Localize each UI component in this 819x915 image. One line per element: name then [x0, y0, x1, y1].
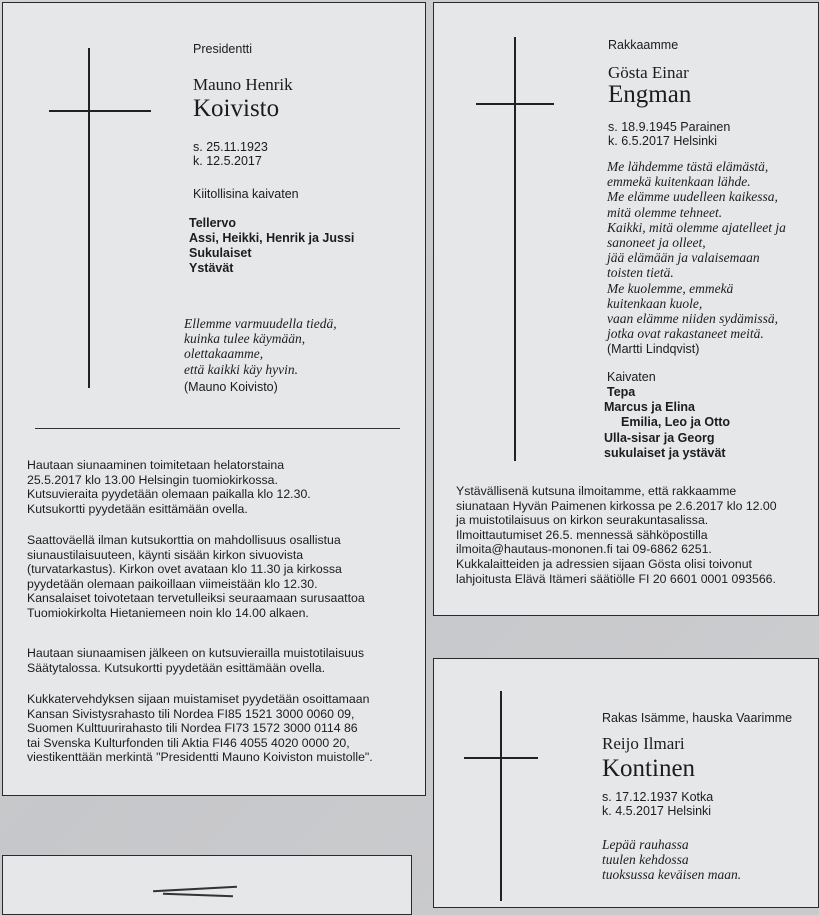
poem-line: tuulen kehdossa — [602, 852, 689, 868]
cross-icon — [514, 37, 516, 461]
koivisto-mourners — [189, 216, 354, 276]
mourner: Assi, Heikki, Henrik ja Jussi — [189, 231, 355, 245]
mourner: Ulla-sisar ja Georg — [604, 431, 715, 445]
koivisto-born: s. 25.11.1923 — [193, 140, 268, 154]
poem-line: Lepää rauhassa — [602, 837, 689, 852]
mourner: Emilia, Leo ja Otto — [621, 415, 731, 429]
obituary-partial — [2, 855, 412, 915]
text-line: siunaustilaisuuteen, käynti sisään kirkon sivuovista — [27, 547, 304, 562]
poem-line: sanoneet ja olleet, — [607, 235, 706, 251]
kontinen-born: s. 17.12.1937 Kotka — [602, 790, 714, 804]
text-line: Kutsuvieraita pyydetään olemaan paikalla klo 12.30. — [27, 487, 311, 502]
kontinen-poem — [602, 837, 741, 883]
koivisto-surname: Koivisto — [193, 95, 280, 122]
engman-poem — [607, 159, 786, 341]
obituary-kontinen — [433, 658, 819, 908]
mourner: Tepa — [607, 385, 636, 399]
text-line: viestikenttään merkintä "Presidentti Mauno Koiviston muistolle". — [27, 750, 373, 765]
cross-icon — [88, 48, 90, 388]
cross-bar — [464, 757, 538, 759]
poem-line: Ellemme varmuudella tiedä, — [184, 316, 337, 331]
text-line: Kukkalaitteiden ja adressien sijaan Gösta olisi toivonut — [456, 556, 752, 571]
poem-line: mitä olemme tehneet. — [607, 204, 723, 220]
koivisto-paragraph-2 — [27, 533, 365, 621]
mourner: Tellervo — [189, 216, 237, 230]
text-line: Kutsukortti pyydetään esittämään ovella. — [27, 501, 248, 516]
poem-line: että kaikki käy hyvin. — [184, 361, 298, 377]
text-line: Ilmoittautumiset 26.5. mennessä sähköpostilla — [456, 527, 708, 542]
poem-line: Me elämme uudelleen kaikessa, — [607, 189, 778, 205]
poem-line: olettakaamme, — [184, 346, 264, 362]
engman-announcement — [456, 484, 777, 586]
poem-line: jää elämään ja valaisemaan — [607, 250, 760, 266]
koivisto-given-names: Mauno Henrik — [193, 75, 293, 94]
text-line: Kukkatervehdyksen sijaan muistamiset pyydetään osoittamaan — [27, 692, 370, 706]
decorative-stroke — [153, 886, 237, 892]
divider-line — [35, 428, 400, 429]
mourner: Marcus ja Elina — [604, 400, 696, 414]
text-line: Kansan Sivistysrahasto tili Nordea FI85 1521 3000 0060 09, — [27, 706, 355, 721]
koivisto-poem-author: (Mauno Koivisto) — [184, 380, 278, 394]
obituary-koivisto — [2, 2, 426, 796]
poem-line: toisten tietä. — [607, 265, 674, 281]
text-line: siunataan Hyvän Paimenen kirkossa pe 2.6.2017 klo 12.00 — [456, 498, 777, 513]
decorative-stroke — [163, 893, 233, 897]
text-line: Saattoväellä ilman kutsukorttia on mahdollisuus osallistua — [27, 533, 341, 547]
cross-icon — [500, 691, 502, 901]
cross-bar — [476, 103, 554, 105]
mourner: sukulaiset ja ystävät — [604, 446, 726, 460]
poem-line: jotka ovat rakastaneet meitä. — [607, 326, 764, 342]
engman-surname: Engman — [608, 81, 692, 108]
engman-given-names: Gösta Einar — [608, 63, 689, 82]
poem-line: Kaikki, mitä olemme ajatelleet ja — [607, 219, 786, 235]
text-line: 25.5.2017 klo 13.00 Helsingin tuomiokirkossa. — [27, 472, 278, 487]
text-line: ja muistotilaisuus on kirkon seurakuntasalissa. — [456, 513, 709, 528]
engman-intro: Kaivaten — [607, 370, 656, 384]
koivisto-paragraph-3 — [27, 646, 364, 675]
text-line: Kansalaiset toivotetaan tervetulleiksi seuraamaan surusaattoa — [27, 591, 365, 606]
poem-line: Me lähdemme tästä elämästä, — [607, 159, 769, 174]
engman-died: k. 6.5.2017 Helsinki — [608, 134, 718, 148]
mourner: Ystävät — [189, 261, 234, 275]
text-line: Ystävällisenä kutsuna ilmoitamme, että rakkaamme — [456, 484, 737, 498]
poem-line: Me kuolemme, emmekä — [607, 280, 734, 296]
koivisto-intro: Kiitollisina kaivaten — [193, 187, 299, 201]
text-line: Säätytalossa. Kutsukortti pyydetään esittämään ovella. — [27, 660, 326, 675]
poem-line: tuoksussa keväisen maan. — [602, 867, 742, 883]
engman-poem-author: (Martti Lindqvist) — [607, 342, 700, 356]
koivisto-title: Presidentti — [193, 42, 253, 56]
text-line: pyydetään olemaan paikoillaan viimeistään klo 12.30. — [27, 576, 318, 591]
koivisto-paragraph-1 — [27, 458, 311, 516]
text-line: Suomen Kulttuurirahasto tili Nordea FI73 1572 3000 0114 86 — [27, 721, 358, 736]
text-line: lahjoitusta Elävä Itämeri säätiölle FI 20 6601 0001 093566. — [456, 571, 776, 586]
poem-line: emmekä kuitenkaan lähde. — [607, 174, 751, 190]
text-line: Hautaan siunaamisen jälkeen on kutsuvierailla muistotilaisuus — [27, 646, 364, 660]
kontinen-died: k. 4.5.2017 Helsinki — [602, 804, 712, 818]
kontinen-given-names: Reijo Ilmari — [602, 734, 685, 753]
poem-line: vaan elämme niiden sydämissä, — [607, 311, 778, 327]
poem-line: kuinka tulee käymään, — [184, 331, 306, 347]
text-line: (turvatarkastus). Kirkon ovet avataan klo 11.30 ja kirkossa — [27, 562, 342, 577]
koivisto-paragraph-4 — [27, 692, 373, 765]
engman-born: s. 18.9.1945 Parainen — [608, 120, 731, 134]
koivisto-died: k. 12.5.2017 — [193, 154, 262, 168]
kontinen-title: Rakas Isämme, hauska Vaarimme — [602, 711, 793, 725]
engman-title: Rakkaamme — [608, 38, 679, 52]
kontinen-surname: Kontinen — [602, 755, 696, 782]
text-line: Hautaan siunaaminen toimitetaan helatorstaina — [27, 458, 285, 472]
text-line: ilmoita@hautaus-mononen.fi tai 09-6862 6251. — [456, 542, 712, 557]
koivisto-poem — [184, 316, 337, 377]
poem-line: kuitenkaan kuole, — [607, 295, 703, 311]
text-line: Tuomiokirkolta Hietaniemeen noin klo 14.00 alkaen. — [27, 605, 309, 620]
cross-bar — [49, 110, 151, 112]
mourner: Sukulaiset — [189, 246, 252, 260]
obituary-engman — [433, 2, 819, 616]
text-line: tai Svenska Kulturfonden tili Aktia FI46 4055 4020 0000 20, — [27, 735, 350, 750]
